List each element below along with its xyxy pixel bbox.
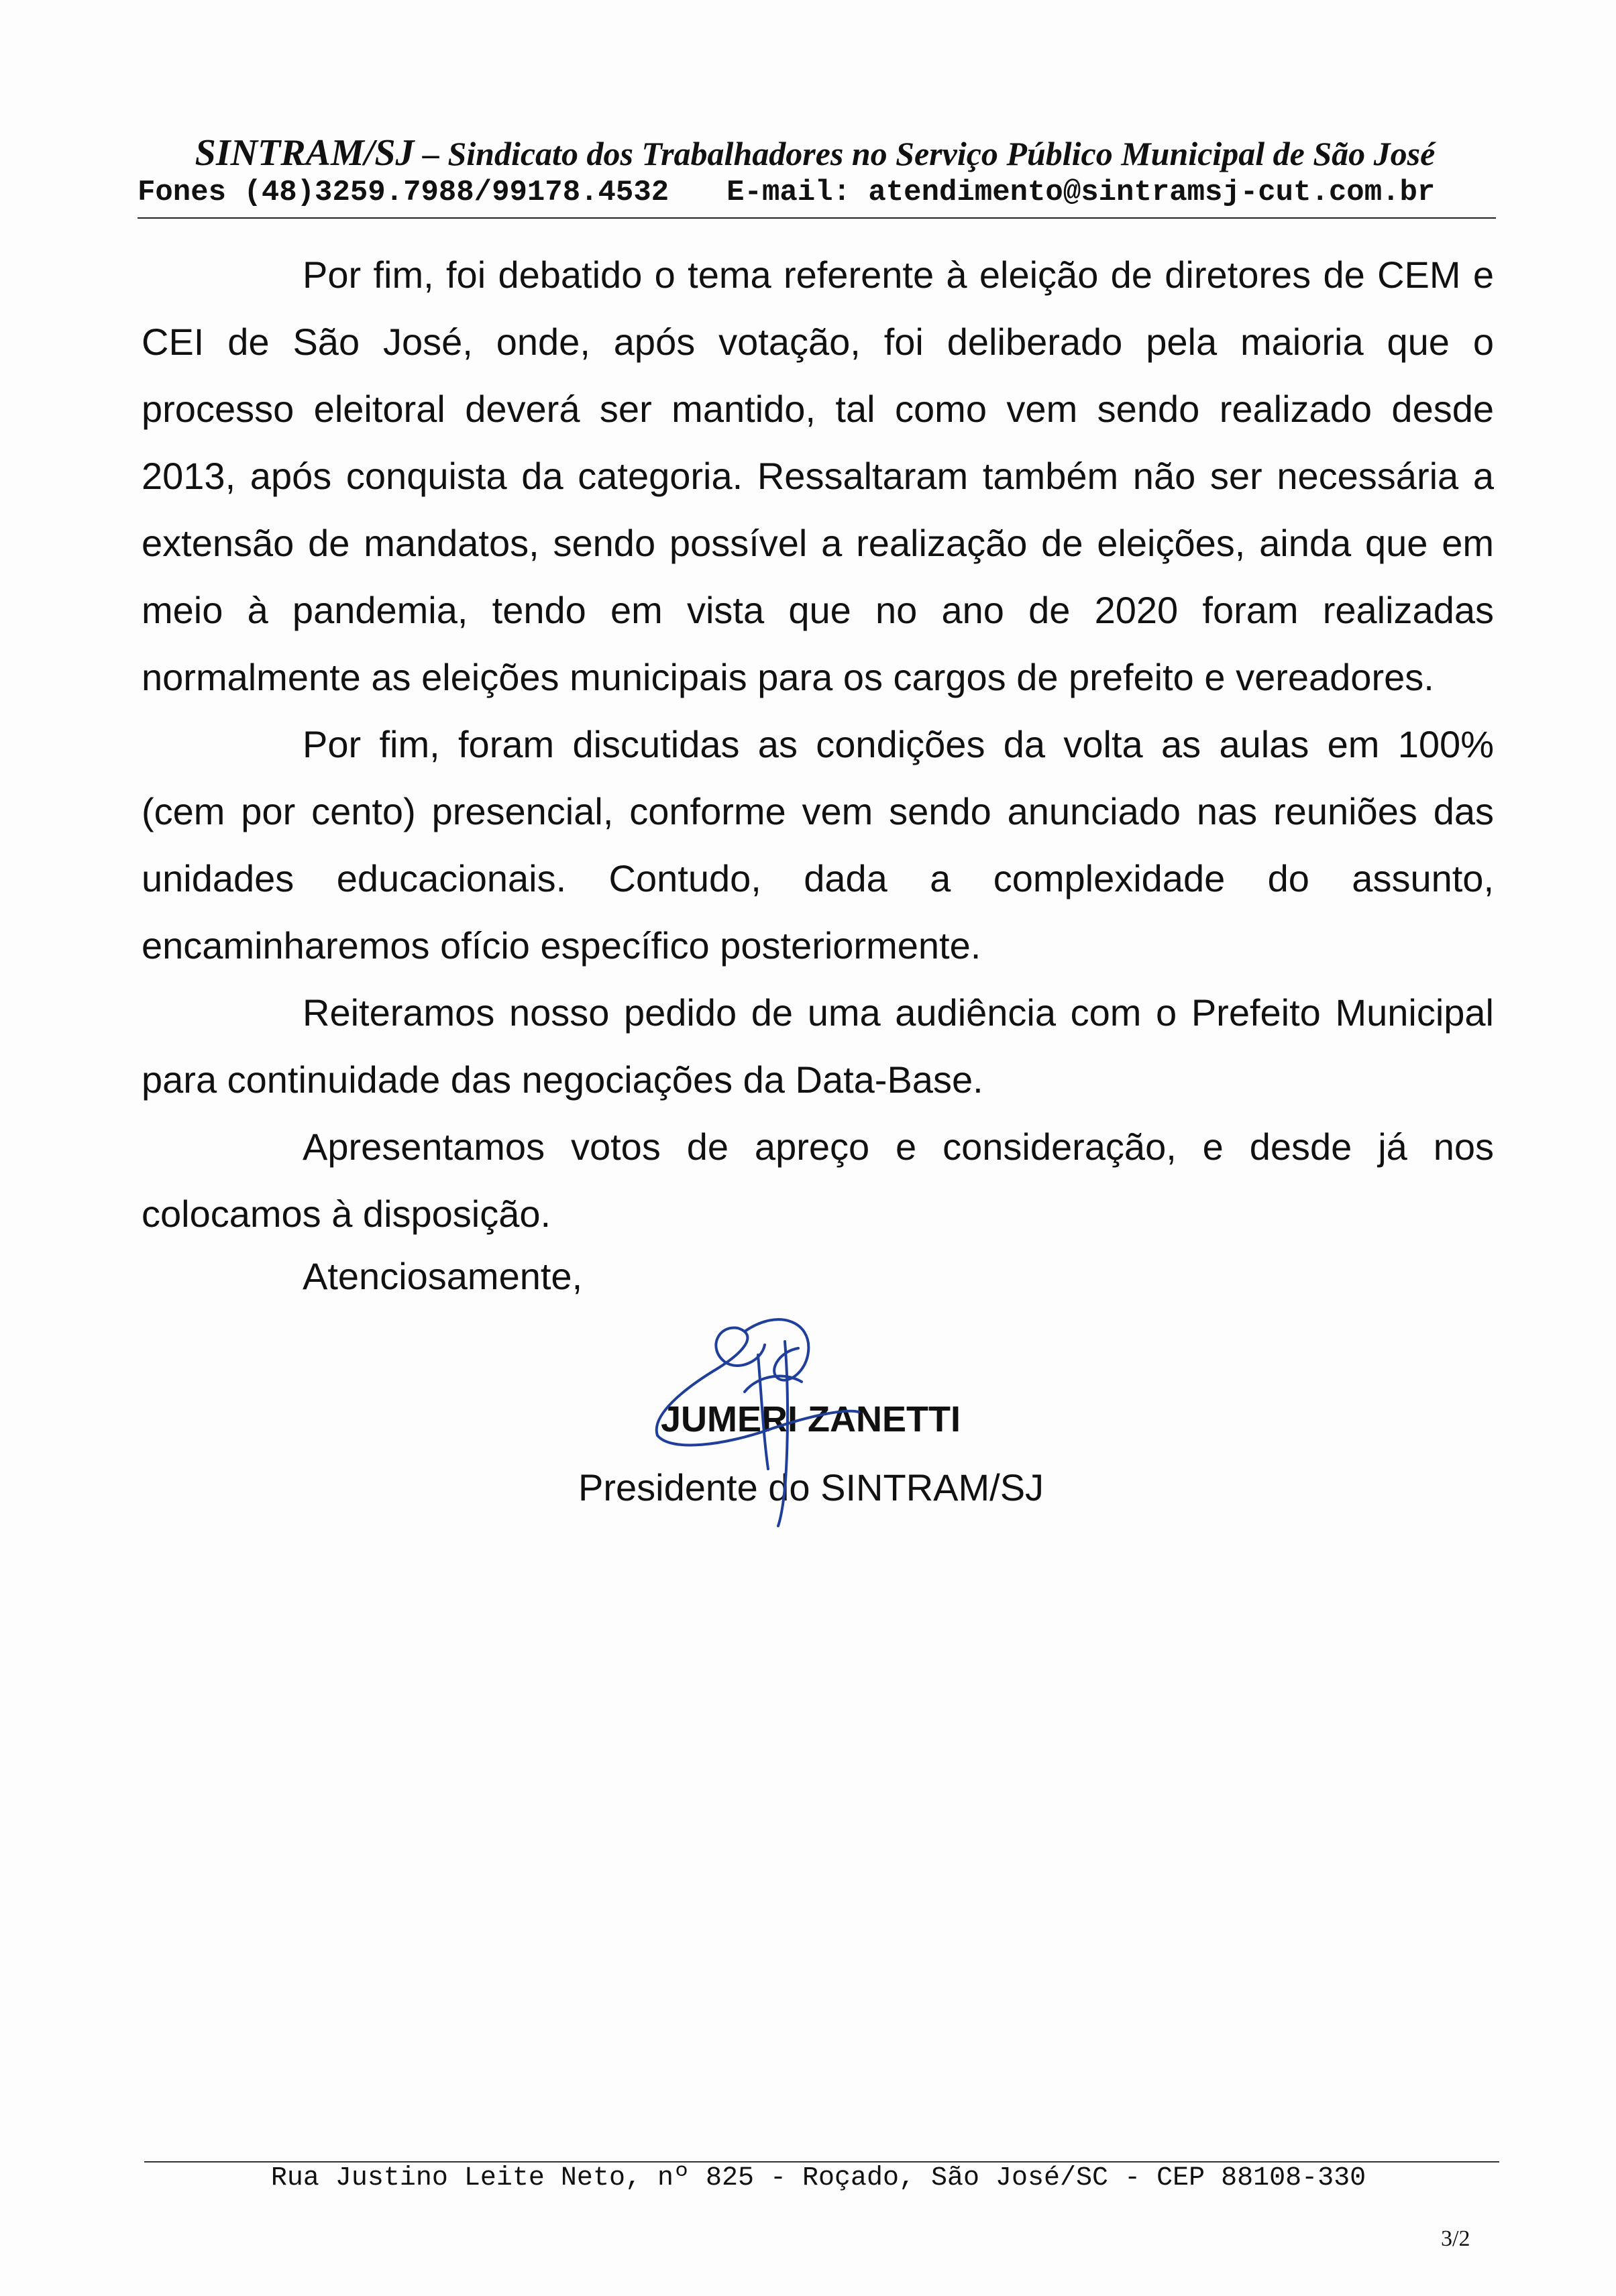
header-divider — [138, 217, 1496, 219]
signatory-name: JUMERI ZANETTI — [661, 1399, 961, 1439]
handwritten-signature — [644, 1295, 899, 1549]
body-paragraph-1 — [142, 241, 1494, 711]
paragraph-text: Apresentamos votos de apreço e consideração, e desde já nos colocamos à disposição. — [142, 1126, 1494, 1235]
body-paragraph-3 — [142, 979, 1494, 1113]
footer-address: Rua Justino Leite Neto, nº 825 - Roçado, São José/SC - CEP 88108-330 — [270, 2163, 1366, 2193]
closing-salutation: Atenciosamente, — [303, 1255, 583, 1297]
paragraph-text: Por fim, foram discutidas as condições da volta as aulas em 100% (cem por cento) presencial, conforme vem sendo anunciado nas reuniões das unidades educacionais. Contudo, dada a complexidade do assunto, encaminharemos ofício específico posteriormente. — [142, 723, 1494, 967]
signatory-role: Presidente do SINTRAM/SJ — [578, 1466, 1044, 1509]
org-acronym: SINTRAM/SJ — [195, 132, 415, 174]
org-name: – Sindicato dos Trabalhadores no Serviço Público Municipal de São José — [414, 135, 1436, 172]
paragraph-text: Reiteramos nosso pedido de uma audiência com o Prefeito Municipal para continuidade das negociações da Data-Base. — [142, 991, 1494, 1101]
phone-numbers: Fones (48)3259.7988/99178.4532 — [138, 176, 669, 209]
page-number: 3/2 — [1441, 2226, 1470, 2251]
letterhead-contact — [138, 176, 1493, 209]
body-paragraph-4 — [142, 1113, 1494, 1248]
body-paragraph-2 — [142, 711, 1494, 979]
footer-divider — [144, 2161, 1499, 2163]
paragraph-text: Por fim, foi debatido o tema referente à eleição de diretores de CEM e CEI de São José, onde, após votação, foi deliberado pela maioria que o processo eleitoral deverá ser mantido, tal como vem sendo realizado desde 2013, após conquista da categoria. Ressaltaram também não ser necessária a extensão de mandatos, sendo possível a realização de eleições, ainda que em meio à pandemia, tendo em vista que no ano de 2020 foram realizadas normalmente as eleições municipais para os cargos de prefeito e vereadores. — [142, 254, 1494, 698]
letterhead-title — [138, 131, 1493, 174]
email-address: E-mail: atendimento@sintramsj-cut.com.br — [726, 176, 1436, 209]
